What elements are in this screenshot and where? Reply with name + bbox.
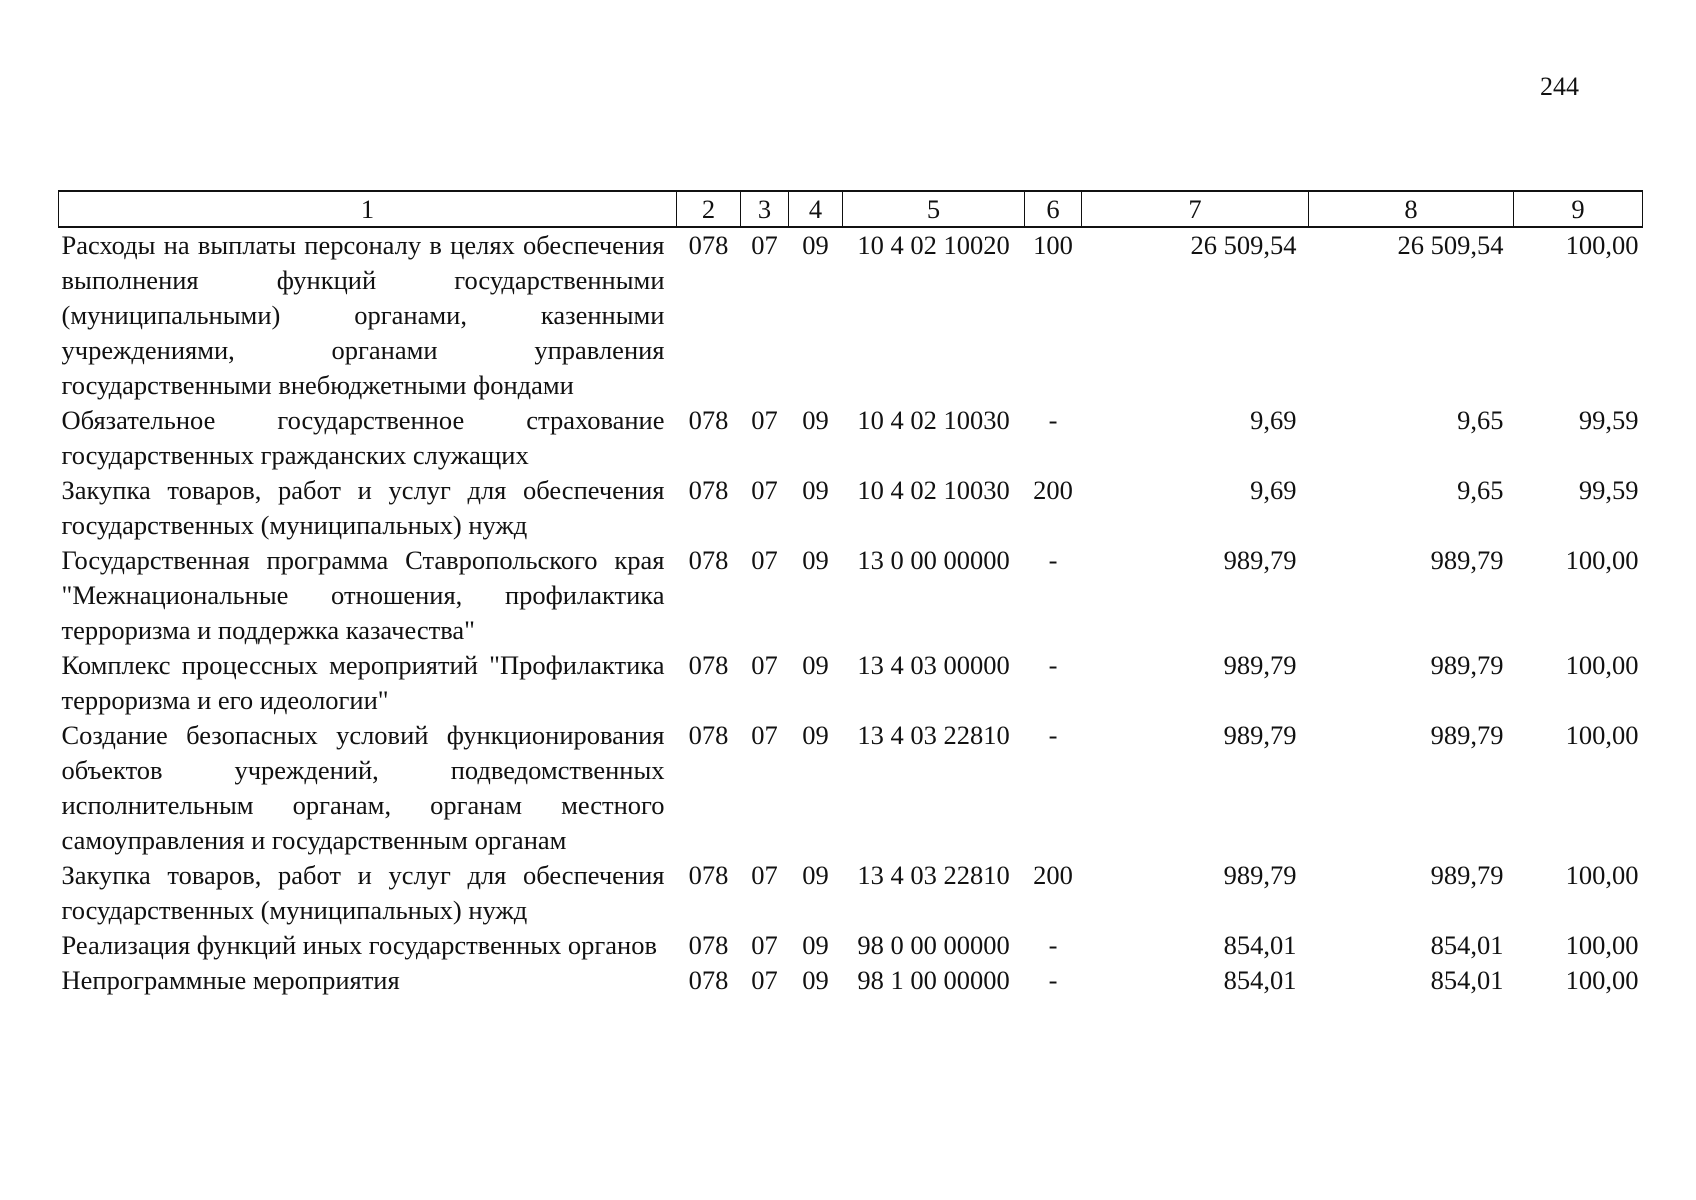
target-article-code: 13 4 03 22810	[857, 720, 1010, 750]
subsection-code: 09	[802, 545, 829, 575]
table-row	[59, 963, 1643, 998]
budget-table	[58, 190, 1643, 998]
header-cell-5: 5	[843, 191, 1025, 227]
planned-amount: 854,01	[1223, 930, 1297, 960]
expense-name: Расходы на выплаты персоналу в целях обеспечения выполнения функций государственными (муниципальными) органами, казенными учреждениями, органами управления государственными внебюджетными фондами	[61, 230, 665, 400]
execution-percent: 100,00	[1565, 720, 1639, 750]
header-row	[59, 191, 1643, 227]
table-row	[59, 473, 1643, 543]
table-row	[59, 928, 1643, 963]
expense-type-code: -	[1048, 405, 1058, 435]
table-row	[59, 718, 1643, 858]
planned-amount: 9,69	[1250, 475, 1297, 505]
ministry-code: 078	[688, 720, 729, 750]
expense-name: Комплекс процессных мероприятий "Профилактика терроризма и его идеологии"	[61, 650, 665, 715]
section-code: 07	[751, 545, 778, 575]
expense-name: Закупка товаров, работ и услуг для обеспечения государственных (муниципальных) нужд	[61, 860, 665, 925]
table-row	[59, 648, 1643, 718]
table-row	[59, 858, 1643, 928]
expense-name: Государственная программа Ставропольского края "Межнациональные отношения, профилактика терроризма и поддержка казачества"	[61, 545, 665, 645]
subsection-code: 09	[802, 860, 829, 890]
section-code: 07	[751, 475, 778, 505]
target-article-code: 13 4 03 00000	[857, 650, 1010, 680]
subsection-code: 09	[802, 230, 829, 260]
subsection-code: 09	[802, 930, 829, 960]
target-article-code: 10 4 02 10020	[857, 230, 1010, 260]
planned-amount: 9,69	[1250, 405, 1297, 435]
executed-amount: 989,79	[1430, 720, 1504, 750]
subsection-code: 09	[802, 965, 829, 995]
expense-name: Создание безопасных условий функционирования объектов учреждений, подведомственных исполнительным органам, органам местного самоуправления и государственным органам	[61, 720, 665, 855]
subsection-code: 09	[802, 405, 829, 435]
executed-amount: 26 509,54	[1397, 230, 1504, 260]
expense-type-code: 200	[1033, 475, 1073, 505]
header-cell-3: 3	[741, 191, 789, 227]
header-cell-7: 7	[1082, 191, 1309, 227]
executed-amount: 9,65	[1457, 405, 1504, 435]
planned-amount: 989,79	[1223, 650, 1297, 680]
planned-amount: 854,01	[1223, 965, 1297, 995]
planned-amount: 989,79	[1223, 545, 1297, 575]
subsection-code: 09	[802, 720, 829, 750]
planned-amount: 989,79	[1223, 720, 1297, 750]
header-cell-1: 1	[59, 191, 677, 227]
table-header	[59, 191, 1643, 227]
expense-type-code: 200	[1033, 860, 1073, 890]
header-cell-8: 8	[1309, 191, 1514, 227]
executed-amount: 854,01	[1430, 965, 1504, 995]
target-article-code: 13 4 03 22810	[857, 860, 1010, 890]
execution-percent: 100,00	[1565, 650, 1639, 680]
table-row	[59, 403, 1643, 473]
ministry-code: 078	[688, 930, 729, 960]
section-code: 07	[751, 650, 778, 680]
header-cell-6: 6	[1025, 191, 1082, 227]
executed-amount: 989,79	[1430, 860, 1504, 890]
execution-percent: 100,00	[1565, 930, 1639, 960]
ministry-code: 078	[688, 965, 729, 995]
expense-type-code: -	[1048, 650, 1058, 680]
executed-amount: 9,65	[1457, 475, 1504, 505]
execution-percent: 100,00	[1565, 860, 1639, 890]
planned-amount: 989,79	[1223, 860, 1297, 890]
target-article-code: 13 0 00 00000	[857, 545, 1010, 575]
ministry-code: 078	[688, 650, 729, 680]
expense-name: Реализация функций иных государственных органов	[61, 930, 657, 960]
expense-type-code: 100	[1033, 230, 1073, 260]
section-code: 07	[751, 405, 778, 435]
ministry-code: 078	[688, 545, 729, 575]
expense-name: Закупка товаров, работ и услуг для обеспечения государственных (муниципальных) нужд	[61, 475, 665, 540]
ministry-code: 078	[688, 405, 729, 435]
expense-name: Обязательное государственное страхование государственных гражданских служащих	[61, 405, 665, 470]
table-row	[59, 227, 1643, 403]
executed-amount: 989,79	[1430, 650, 1504, 680]
expense-name: Непрограммные мероприятия	[61, 965, 400, 995]
section-code: 07	[751, 965, 778, 995]
expense-type-code: -	[1048, 930, 1058, 960]
executed-amount: 989,79	[1430, 545, 1504, 575]
planned-amount: 26 509,54	[1190, 230, 1297, 260]
ministry-code: 078	[688, 230, 729, 260]
table-row	[59, 543, 1643, 648]
header-cell-9: 9	[1514, 191, 1643, 227]
table-body	[59, 227, 1643, 998]
target-article-code: 10 4 02 10030	[857, 405, 1010, 435]
subsection-code: 09	[802, 650, 829, 680]
header-cell-2: 2	[677, 191, 741, 227]
target-article-code: 10 4 02 10030	[857, 475, 1010, 505]
header-cell-4: 4	[789, 191, 843, 227]
ministry-code: 078	[688, 860, 729, 890]
execution-percent: 99,59	[1578, 405, 1639, 435]
section-code: 07	[751, 860, 778, 890]
subsection-code: 09	[802, 475, 829, 505]
expense-type-code: -	[1048, 720, 1058, 750]
section-code: 07	[751, 230, 778, 260]
section-code: 07	[751, 720, 778, 750]
execution-percent: 100,00	[1565, 230, 1639, 260]
ministry-code: 078	[688, 475, 729, 505]
target-article-code: 98 0 00 00000	[857, 930, 1010, 960]
executed-amount: 854,01	[1430, 930, 1504, 960]
expense-type-code: -	[1048, 965, 1058, 995]
page-number: 244	[1540, 72, 1579, 101]
execution-percent: 100,00	[1565, 965, 1639, 995]
execution-percent: 99,59	[1578, 475, 1639, 505]
section-code: 07	[751, 930, 778, 960]
expense-type-code: -	[1048, 545, 1058, 575]
target-article-code: 98 1 00 00000	[857, 965, 1010, 995]
execution-percent: 100,00	[1565, 545, 1639, 575]
